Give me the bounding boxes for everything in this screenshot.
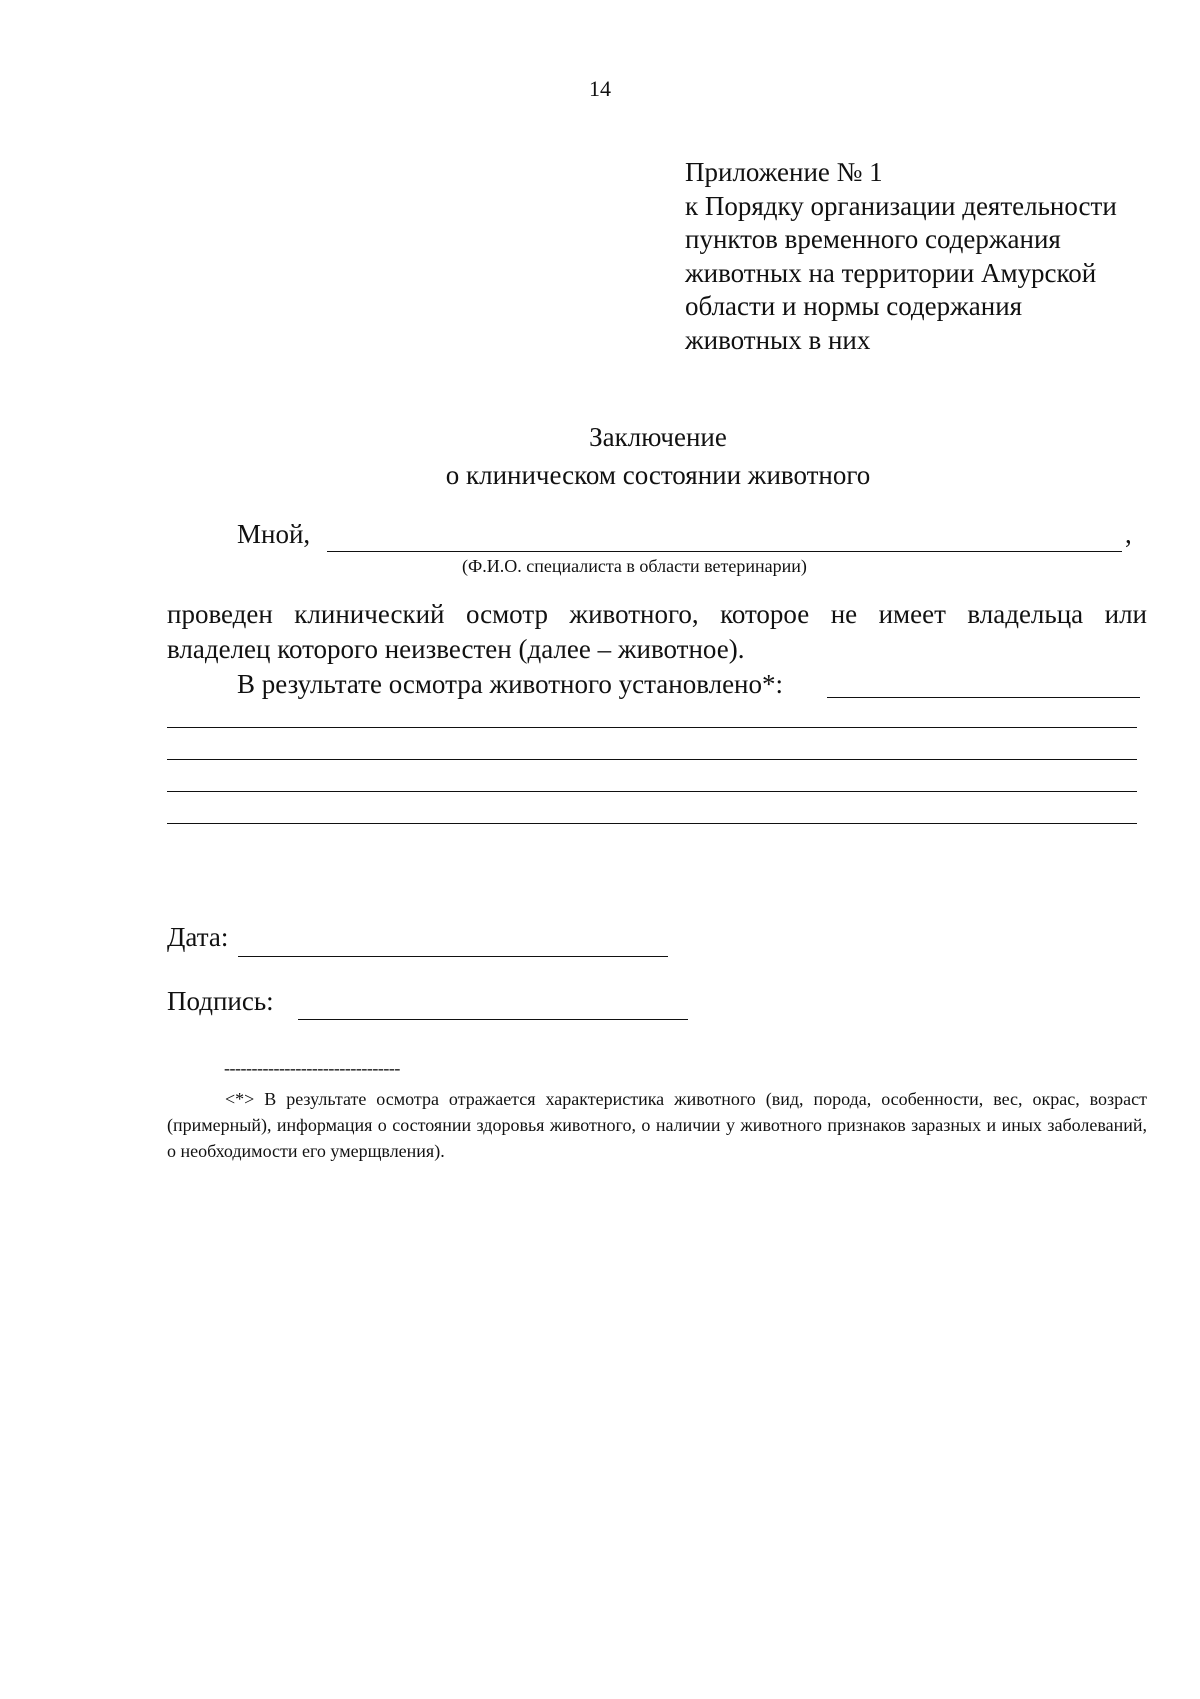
result-field-line[interactable] bbox=[167, 727, 1137, 728]
title-line-2: о клиническом состоянии животного bbox=[445, 460, 871, 490]
title-line-1: Заключение bbox=[589, 422, 727, 452]
specialist-label: Мной, bbox=[237, 519, 311, 549]
body-line-1: проведен клинический осмотр животного, которое не имеет владельца или bbox=[167, 599, 1147, 629]
result-field-line[interactable] bbox=[167, 759, 1137, 760]
appendix-heading bbox=[685, 156, 1117, 357]
document-title bbox=[0, 418, 1200, 494]
appendix-line: пунктов временного содержания bbox=[685, 224, 1061, 254]
page-number: 14 bbox=[589, 76, 611, 101]
specialist-caption: (Ф.И.О. специалиста в области ветеринарии) bbox=[462, 556, 807, 576]
result-field[interactable] bbox=[827, 697, 1140, 698]
signature-field[interactable] bbox=[298, 1019, 688, 1020]
date-field[interactable] bbox=[238, 956, 668, 957]
specialist-comma: , bbox=[1125, 519, 1132, 549]
result-field-line[interactable] bbox=[167, 791, 1137, 792]
date-label: Дата: bbox=[167, 922, 229, 952]
appendix-line: к Порядку организации деятельности bbox=[685, 190, 1117, 221]
body-line-2: владелец которого неизвестен (далее – животное). bbox=[167, 634, 745, 664]
result-label: В результате осмотра животного установлено*: bbox=[237, 669, 783, 699]
specialist-name-field[interactable] bbox=[327, 551, 1122, 552]
footnote-text: <*> В результате осмотра отражается характеристика животного (вид, порода, особенности, вес, окрас, возраст (примерный), информация о состоянии здоровья животного, о наличии у животного признаков заразных и иных заболеваний, о необходимости его умерщвления). bbox=[167, 1089, 1147, 1161]
appendix-line: животных в них bbox=[685, 324, 871, 355]
appendix-line: Приложение № 1 bbox=[685, 157, 883, 187]
result-field-line[interactable] bbox=[167, 823, 1137, 824]
signature-label: Подпись: bbox=[167, 986, 274, 1016]
appendix-line: животных на территории Амурской bbox=[685, 257, 1097, 288]
appendix-line: области и нормы содержания bbox=[685, 291, 1023, 321]
footnote-separator: -------------------------------- bbox=[224, 1058, 400, 1078]
